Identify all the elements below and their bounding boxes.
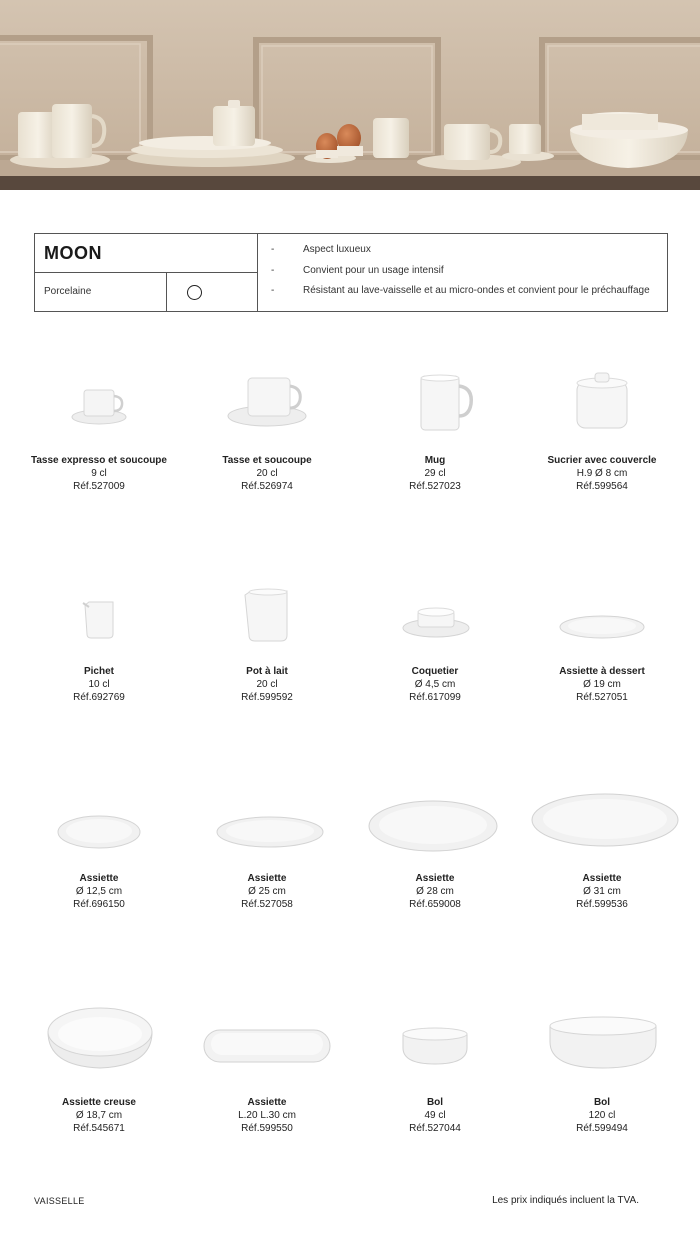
product-card[interactable] <box>522 565 682 704</box>
product-ref: Réf.526974 <box>241 481 293 492</box>
deep-plate-icon <box>19 996 179 1096</box>
product-ref: Réf.696150 <box>73 899 125 910</box>
product-name: Assiette <box>247 1097 287 1108</box>
product-name: Mug <box>424 455 446 466</box>
product-name: Coquetier <box>411 666 459 677</box>
product-size: 20 cl <box>256 468 278 479</box>
product-size: Ø 18,7 cm <box>75 1110 123 1121</box>
product-size: Ø 31 cm <box>583 886 621 897</box>
small-jug-icon <box>19 565 179 665</box>
product-ref: Réf.527023 <box>409 481 461 492</box>
large-bowl-icon <box>522 996 682 1096</box>
product-ref: Réf.599564 <box>576 481 628 492</box>
product-size: 9 cl <box>91 468 107 479</box>
collection-title: MOON <box>44 243 102 263</box>
product-card[interactable] <box>355 996 515 1135</box>
small-bowl-icon <box>355 996 515 1096</box>
product-card[interactable] <box>187 354 347 493</box>
product-ref: Réf.527044 <box>409 1123 461 1134</box>
sugar-bowl-icon <box>522 354 682 454</box>
product-name: Sucrier avec couvercle <box>547 455 657 466</box>
product-ref: Réf.692769 <box>73 692 125 703</box>
product-ref: Réf.545671 <box>73 1123 125 1134</box>
product-name: Bol <box>426 1097 444 1108</box>
cup-saucer-icon <box>187 354 347 454</box>
product-size: 49 cl <box>424 1110 446 1121</box>
section-label: VAISSELLE <box>34 1196 85 1206</box>
product-ref: Réf.599494 <box>576 1123 628 1134</box>
product-card[interactable] <box>187 996 347 1135</box>
product-ref: Réf.527058 <box>241 899 293 910</box>
plate-icon <box>355 772 515 872</box>
oval-platter-icon <box>187 996 347 1096</box>
product-name: Assiette <box>79 873 119 884</box>
product-size: 10 cl <box>88 679 110 690</box>
product-size: Ø 19 cm <box>583 679 621 690</box>
plate-icon <box>19 772 179 872</box>
product-ref: Réf.599550 <box>241 1123 293 1134</box>
title-cell <box>35 234 257 273</box>
product-name: Bol <box>593 1097 611 1108</box>
product-card[interactable] <box>355 565 515 704</box>
product-ref: Réf.599592 <box>241 692 293 703</box>
mug-icon <box>355 354 515 454</box>
product-size: 20 cl <box>256 679 278 690</box>
product-name: Pichet <box>83 666 114 677</box>
product-name: Tasse et soucoupe <box>222 455 312 466</box>
product-info-box <box>34 233 668 312</box>
feature-list <box>271 244 666 306</box>
product-name: Assiette <box>247 873 287 884</box>
product-size: Ø 4,5 cm <box>414 679 456 690</box>
espresso-cup-icon <box>19 354 179 454</box>
milk-jug-icon <box>187 565 347 665</box>
product-card[interactable] <box>187 772 347 911</box>
plate-icon <box>187 772 347 872</box>
product-name: Pot à lait <box>246 666 288 677</box>
plate-icon <box>522 772 682 872</box>
product-card[interactable] <box>355 354 515 493</box>
product-ref: Réf.659008 <box>409 899 461 910</box>
product-card[interactable] <box>19 996 179 1135</box>
feature-item: - Aspect luxueux <box>271 244 371 255</box>
feature-item: - Résistant au lave-vaisselle et au micro-ondes et convient pour le préchauffage <box>271 285 650 296</box>
product-card[interactable] <box>187 565 347 704</box>
dessert-plate-icon <box>522 565 682 665</box>
product-size: Ø 12,5 cm <box>75 886 123 897</box>
product-size: 120 cl <box>588 1110 616 1121</box>
product-ref: Réf.617099 <box>409 692 461 703</box>
product-size: L.20 L.30 cm <box>238 1110 296 1121</box>
product-ref: Réf.527009 <box>73 481 125 492</box>
hero-photo <box>0 0 700 190</box>
product-name: Assiette creuse <box>62 1097 136 1108</box>
egg-cup-icon <box>355 565 515 665</box>
product-card[interactable] <box>522 354 682 493</box>
product-card[interactable] <box>19 354 179 493</box>
product-card[interactable] <box>355 772 515 911</box>
product-size: 29 cl <box>424 468 446 479</box>
product-size: Ø 28 cm <box>416 886 454 897</box>
product-card[interactable] <box>19 772 179 911</box>
material-label: Porcelaine <box>44 286 92 297</box>
product-name: Tasse expresso et soucoupe <box>31 455 167 466</box>
product-card[interactable] <box>19 565 179 704</box>
product-size: H.9 Ø 8 cm <box>576 468 628 479</box>
feature-item: - Convient pour un usage intensif <box>271 264 444 276</box>
circle-outline-icon <box>187 285 202 300</box>
product-card[interactable] <box>522 996 682 1135</box>
product-size: Ø 25 cm <box>248 886 286 897</box>
product-name: Assiette <box>582 873 622 884</box>
product-ref: Réf.527051 <box>576 692 628 703</box>
product-ref: Réf.599536 <box>576 899 628 910</box>
material-cell <box>35 273 167 311</box>
product-name: Assiette <box>415 873 455 884</box>
vat-note: Les prix indiqués incluent la TVA. <box>492 1195 639 1206</box>
product-name: Assiette à dessert <box>559 666 645 677</box>
product-card[interactable] <box>522 772 682 911</box>
